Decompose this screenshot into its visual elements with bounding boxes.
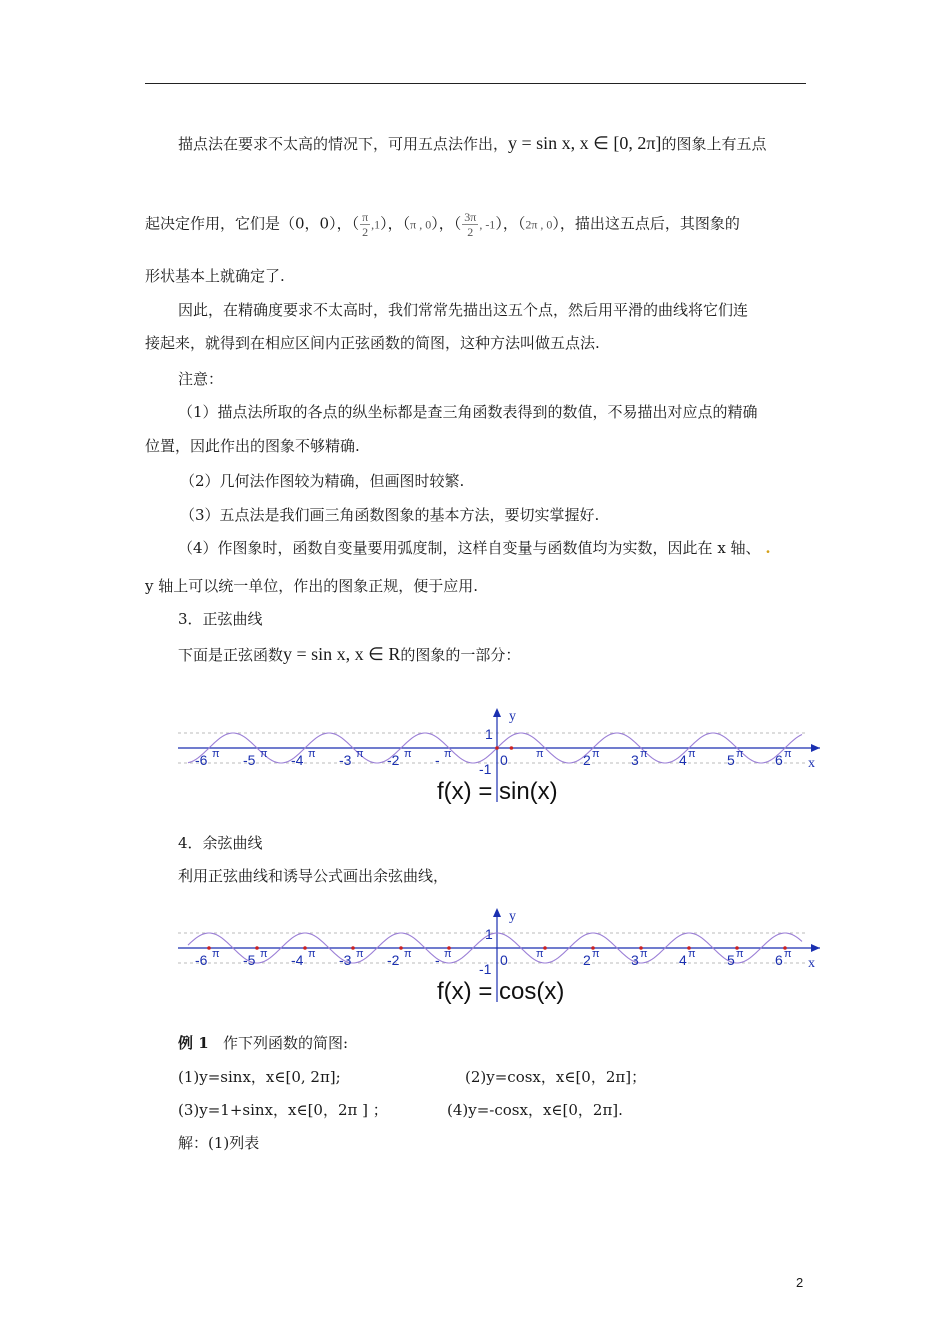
cosine-graph	[0, 900, 950, 1010]
tick-pi-superscript: π	[444, 948, 452, 960]
note-2: （2）几何法作图较为精确，但画图时较繁.	[180, 472, 465, 490]
tick-pi-superscript: π	[308, 948, 316, 960]
example-item-2: (2)y=cosx，x∈[0，2π]；	[465, 1068, 647, 1086]
para1-text-b: 的图象上有五点	[661, 135, 767, 153]
tick-label: -5	[243, 752, 256, 768]
y-one-label: 1	[485, 726, 493, 742]
tick-pi-superscript: π	[736, 948, 744, 960]
tick-pi-superscript: π	[260, 748, 268, 760]
yellow-dot-mark: .	[765, 539, 771, 557]
example-item-4: (4)y=-cosx，x∈[0，2π].	[447, 1101, 623, 1119]
para-five-points: 起决定作用，它们是（0，0），（ $\frac{\pi}{2}$ ,1），（π , 0），（ $\frac{3\pi}{2}$ , -1），（2π , 0），描出这五点后，其图象的	[145, 210, 740, 239]
y-axis-arrow-icon	[493, 908, 501, 917]
sec4-title: 4．余弦曲线	[178, 834, 263, 852]
sec3-title: 3．正弦曲线	[178, 610, 263, 628]
tick-pi-superscript: π	[356, 748, 364, 760]
formula-sin-interval: y = sin x, x ∈ [0, 2π]	[508, 133, 662, 153]
tick-label: -5	[243, 952, 256, 968]
x-axis-arrow-icon	[811, 744, 820, 752]
tick-label: 4	[679, 952, 687, 968]
header-rule	[145, 83, 806, 84]
tick-pi-superscript: π	[592, 948, 600, 960]
tick-pi-superscript: π	[640, 748, 648, 760]
para5: 接起来，就得到在相应区间内正弦函数的简图，这种方法叫做五点法.	[145, 334, 600, 352]
tick-label: -2	[387, 752, 400, 768]
y-axis-label: y	[509, 909, 516, 924]
page-number: 2	[796, 1275, 804, 1290]
x-axis-label: x	[808, 756, 815, 771]
tick-label: -6	[195, 752, 208, 768]
tick-pi-superscript: π	[784, 948, 792, 960]
tick-label: -3	[339, 952, 352, 968]
tick-label: 5	[727, 752, 735, 768]
origin-label: 0	[500, 952, 508, 968]
sample-point	[351, 946, 355, 950]
note-title: 注意：	[178, 370, 224, 388]
tick-pi-superscript: π	[212, 948, 220, 960]
tick-label: -6	[195, 952, 208, 968]
example-item-3: (3)y=1+sinx，x∈[0，2π ] ；	[178, 1101, 388, 1119]
function-label: f(x) = cos(x)	[437, 978, 565, 1005]
tick-pi-superscript: π	[688, 748, 696, 760]
para4: 因此，在精确度要求不太高时，我们常常先描出这五个点，然后用平滑的曲线将它们连	[178, 301, 749, 319]
note-1a: （1）描点法所取的各点的纵坐标都是查三角函数表得到的数值，不易描出对应点的精确	[178, 403, 758, 421]
tick-pi-superscript: π	[404, 748, 412, 760]
y-neg-one-label: -1	[479, 961, 492, 977]
tick-pi-superscript: π	[356, 948, 364, 960]
note-3: （3）五点法是我们画三角函数图象的基本方法，要切实掌握好.	[180, 506, 600, 524]
sec3-text: 下面是正弦函数y = sin x, x ∈ R的图象的一部分：	[178, 644, 521, 664]
example-item-1: (1)y=sinx，x∈[0, 2π];	[178, 1068, 341, 1086]
y-axis-label: y	[509, 709, 516, 724]
sample-point	[303, 946, 307, 950]
tick-pi-superscript: π	[444, 748, 452, 760]
tick-pi-superscript: π	[592, 748, 600, 760]
sample-point	[399, 946, 403, 950]
sine-graph	[0, 700, 950, 810]
example-title: 作下列函数的简图:	[222, 1034, 349, 1052]
note-1b: 位置，因此作出的图象不够精确.	[145, 437, 360, 455]
tick-label: -4	[291, 952, 304, 968]
x-axis-label: x	[808, 956, 815, 971]
sample-point	[207, 946, 211, 950]
example-heading	[178, 1033, 348, 1053]
y-one-label: 1	[485, 926, 493, 942]
y-axis-arrow-icon	[493, 708, 501, 717]
tick-label: -3	[339, 752, 352, 768]
tick-label: -4	[291, 752, 304, 768]
y-neg-one-label: -1	[479, 761, 492, 777]
tick-pi-superscript: π	[404, 948, 412, 960]
tick-pi-superscript: π	[688, 948, 696, 960]
para2-text-a: 起决定作用，它们是（0，0），（	[145, 214, 360, 233]
sample-point	[543, 946, 547, 950]
tick-label: 6	[775, 952, 783, 968]
function-label: f(x) = sin(x)	[437, 778, 558, 805]
tick-pi-superscript: π	[212, 748, 220, 760]
tick-pi-superscript: π	[308, 748, 316, 760]
fraction-3pi-over-2: $\frac{3\pi}{2}$	[464, 210, 477, 239]
tick-label: 5	[727, 952, 735, 968]
formula-sin-real: y = sin x, x ∈ R	[283, 644, 401, 664]
note-4b: y 轴上可以统一单位，作出的图象正规，便于应用.	[145, 577, 479, 595]
sample-point	[510, 746, 514, 750]
tick-pi-superscript: π	[640, 948, 648, 960]
fraction-pi-over-2: $\frac{\pi}{2}$	[362, 210, 369, 239]
sec4-text: 利用正弦曲线和诱导公式画出余弦曲线，	[178, 867, 449, 885]
tick-pi-superscript: π	[736, 748, 744, 760]
solution-line: 解：(1)列表	[178, 1134, 260, 1152]
tick-label: 4	[679, 752, 687, 768]
tick-label: 3	[631, 752, 639, 768]
sample-point	[255, 946, 259, 950]
tick-label: -	[435, 952, 440, 968]
tick-label: 2	[583, 752, 591, 768]
x-axis-arrow-icon	[811, 944, 820, 952]
tick-pi-superscript: π	[260, 948, 268, 960]
para-five-point-intro	[178, 133, 766, 154]
tick-label: 6	[775, 752, 783, 768]
tick-pi-superscript: π	[536, 748, 544, 760]
para3: 形状基本上就确定了.	[145, 267, 285, 285]
tick-label: 3	[631, 952, 639, 968]
para1-text-a: 描点法在要求不太高的情况下，可用五点法作出，	[178, 135, 509, 153]
note-4a: （4）作图象时，函数自变量要用弧度制，这样自变量与函数值均为实数，因此在 x 轴、 .	[178, 539, 771, 557]
tick-label: -	[435, 752, 440, 768]
example-label: 例 1	[178, 1034, 209, 1052]
tick-label: -2	[387, 952, 400, 968]
sample-point	[495, 746, 499, 750]
tick-label: 2	[583, 952, 591, 968]
origin-label: 0	[500, 752, 508, 768]
tick-pi-superscript: π	[784, 748, 792, 760]
tick-pi-superscript: π	[536, 948, 544, 960]
